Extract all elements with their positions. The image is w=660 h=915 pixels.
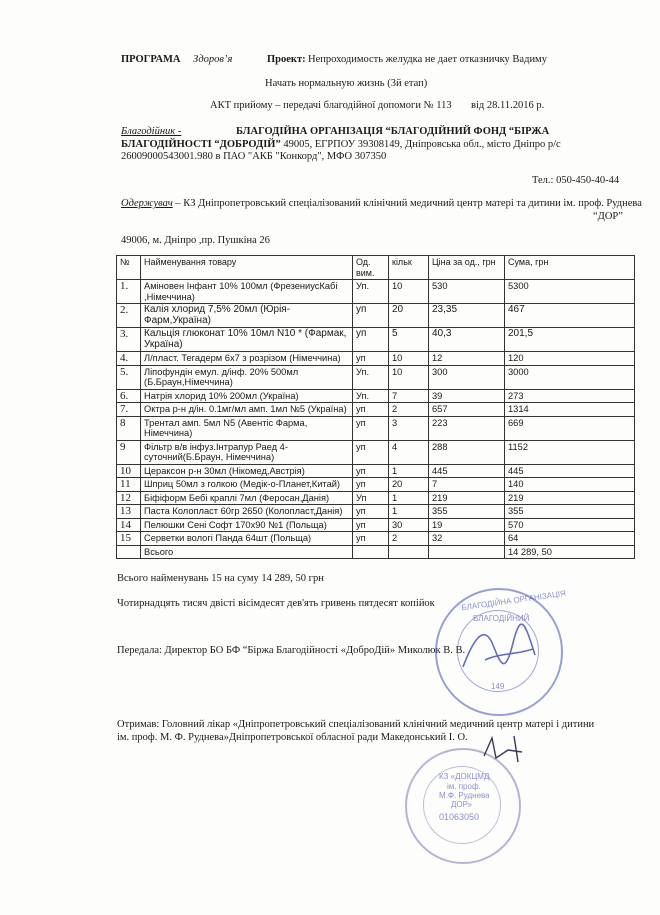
received-line-1: Отримав: Головний лікар «Дніпропетровський спеціалізований клінічний медичний центр матері і дитини [117, 719, 595, 730]
row-unit: уп [353, 532, 389, 546]
donor-stamp-outer-text: БЛАГОДІЙНА ОРГАНІЗАЦІЯ [460, 588, 567, 613]
row-price: 219 [429, 491, 505, 505]
summary-words: Чотирнадцять тисяч двісті вісімдесят дев'ять гривень пятдесят копійок [117, 598, 435, 609]
row-qty: 1 [389, 491, 429, 505]
donor-stamp-code: 149 [491, 682, 505, 691]
table-row [117, 478, 635, 492]
recipient-label: Одержувач [121, 198, 173, 209]
act-title: АКТ прийому – передачі благодійної допомоги № 113 [210, 100, 452, 111]
row-number: 13 [117, 505, 141, 519]
row-qty: 2 [389, 403, 429, 417]
row-price: 32 [429, 532, 505, 546]
row-unit: Уп. [353, 280, 389, 304]
row-unit: уп [353, 478, 389, 492]
program-value: Здоров’я [193, 54, 233, 65]
row-name: Аміновен Інфант 10% 100мл (ФрезениусКабі ,Німеччина) [141, 280, 353, 304]
row-unit: уп [353, 416, 389, 440]
recipient-address: 49006, м. Дніпро ,пр. Пушкіна 26 [121, 235, 270, 246]
row-sum: 669 [505, 416, 635, 440]
row-number: 5. [117, 365, 141, 389]
total-empty-3 [389, 545, 429, 559]
row-number: 2. [117, 304, 141, 328]
header-price: Ціна за од., грн [429, 256, 505, 280]
row-unit: уп [353, 352, 389, 366]
total-empty-4 [429, 545, 505, 559]
row-number: 8 [117, 416, 141, 440]
header-name: Найменування товару [141, 256, 353, 280]
donor-name-line-1: БЛАГОДІЙНА ОРГАНІЗАЦІЯ “БЛАГОДІЙНИЙ ФОНД “БІРЖА [236, 126, 550, 137]
row-name: Л/пласт. Тегадерм 6х7 з розрізом (Німеччина) [141, 352, 353, 366]
row-sum: 467 [505, 304, 635, 328]
row-sum: 120 [505, 352, 635, 366]
row-qty: 30 [389, 518, 429, 532]
row-qty: 4 [389, 440, 429, 464]
donor-address [121, 139, 561, 150]
row-unit: уп [353, 464, 389, 478]
row-name: Шприц 50мл з голкою (Медік-о-Планет,Китай) [141, 478, 353, 492]
recipient-stamp-line-3: М.Ф. Руднева [439, 791, 490, 800]
items-table [116, 255, 635, 559]
row-qty: 3 [389, 416, 429, 440]
row-name: Паста Колопласт 60гр 2650 (Колопласт,Данія) [141, 505, 353, 519]
row-sum: 64 [505, 532, 635, 546]
row-qty: 7 [389, 389, 429, 403]
row-sum: 140 [505, 478, 635, 492]
program-label: ПРОГРАМА [121, 54, 181, 65]
row-name: Трентал амп. 5мл N5 (Авентіс Фарма, Німеччина) [141, 416, 353, 440]
row-price: 19 [429, 518, 505, 532]
total-row [117, 545, 635, 559]
recipient-text: – КЗ Дніпропетровський спеціалізований клінічний медичний центр матері та дитини ім. проф. Руднева [172, 198, 642, 209]
row-sum: 273 [505, 389, 635, 403]
donor-signature [455, 615, 545, 685]
row-price: 288 [429, 440, 505, 464]
table-row [117, 440, 635, 464]
row-number: 3. [117, 328, 141, 352]
row-price: 445 [429, 464, 505, 478]
row-number: 7. [117, 403, 141, 417]
row-unit: уп [353, 505, 389, 519]
row-name: Церaксон р-н 30мл (Нікомед,Австрія) [141, 464, 353, 478]
row-sum: 355 [505, 505, 635, 519]
row-unit: Уп [353, 491, 389, 505]
row-price: 12 [429, 352, 505, 366]
header-sum: Сума, грн [505, 256, 635, 280]
table-row [117, 389, 635, 403]
project-line-1: Непроходимость желудка не дает отказничку Вадиму [308, 54, 547, 65]
row-price: 23,35 [429, 304, 505, 328]
row-number: 12 [117, 491, 141, 505]
table-row [117, 491, 635, 505]
table-row [117, 532, 635, 546]
row-qty: 20 [389, 304, 429, 328]
donor-label: Благодійник - [121, 126, 182, 137]
row-qty: 1 [389, 505, 429, 519]
donor-account: 26009000543001.980 в ПАО "АКБ "Конкорд", МФО 307350 [121, 151, 387, 162]
project-label: Проект: [267, 54, 306, 65]
table-row [117, 518, 635, 532]
row-unit: Уп. [353, 389, 389, 403]
row-qty: 1 [389, 464, 429, 478]
recipient-stamp-code: 01063050 [439, 812, 480, 822]
table-row [117, 416, 635, 440]
row-number: 15 [117, 532, 141, 546]
recipient-stamp-line-2: ім. проф. [447, 782, 481, 791]
row-price: 40,3 [429, 328, 505, 352]
row-qty: 10 [389, 352, 429, 366]
row-price: 355 [429, 505, 505, 519]
donor-phone: Тел.: 050-450-40-44 [532, 175, 620, 186]
row-qty: 10 [389, 280, 429, 304]
row-unit: уп [353, 440, 389, 464]
header-unit: Од. вим. [353, 256, 389, 280]
row-qty: 5 [389, 328, 429, 352]
row-name: Натрія хлорид 10% 200мл (Україна) [141, 389, 353, 403]
row-number: 10 [117, 464, 141, 478]
row-price: 7 [429, 478, 505, 492]
recipient-line-2: “ДОР” [593, 211, 623, 222]
row-unit: Уп. [353, 365, 389, 389]
row-sum: 201,5 [505, 328, 635, 352]
row-number: 9 [117, 440, 141, 464]
row-number: 14 [117, 518, 141, 532]
recipient-stamp-line-1: КЗ «ДОКЦМД [439, 772, 490, 781]
total-empty-2 [353, 545, 389, 559]
row-number: 6. [117, 389, 141, 403]
row-sum: 570 [505, 518, 635, 532]
row-price: 39 [429, 389, 505, 403]
row-sum: 1152 [505, 440, 635, 464]
row-sum: 445 [505, 464, 635, 478]
row-name: Серветки вологі Панда 64шт (Польща) [141, 532, 353, 546]
row-sum: 1314 [505, 403, 635, 417]
row-name: Калія хлорид 7,5% 20мл (Юрія-Фарм,Україна) [141, 304, 353, 328]
row-name: Октра р-н д/ін. 0.1мг/мл амп. 1мл №5 (Україна) [141, 403, 353, 417]
row-name: Фільтр в/в інфуз.Інтрапур Раед 4-суточний(Б.Браун, Німеччина) [141, 440, 353, 464]
header-number: № [117, 256, 141, 280]
table-row [117, 352, 635, 366]
row-sum: 5300 [505, 280, 635, 304]
row-price: 657 [429, 403, 505, 417]
recipient-line-1 [121, 198, 642, 209]
act-date: від 28.11.2016 р. [471, 100, 545, 111]
row-price: 300 [429, 365, 505, 389]
row-price: 530 [429, 280, 505, 304]
row-unit: уп [353, 328, 389, 352]
row-sum: 219 [505, 491, 635, 505]
table-row [117, 328, 635, 352]
row-unit: уп [353, 304, 389, 328]
row-number: 4. [117, 352, 141, 366]
row-unit: уп [353, 403, 389, 417]
table-row [117, 365, 635, 389]
row-unit: уп [353, 518, 389, 532]
table-row [117, 280, 635, 304]
total-label: Всього [141, 545, 353, 559]
row-name: Пелюшки Сені Софт 170х90 №1 (Польща) [141, 518, 353, 532]
total-value: 14 289, 50 [505, 545, 635, 559]
row-name: Біфіформ Бебі краплі 7мл (Феросан,Данія) [141, 491, 353, 505]
table-header-row [117, 256, 635, 280]
row-qty: 20 [389, 478, 429, 492]
received-line-2: ім. проф. М. Ф. Руднева»Дніпропетровської обласної ради Македонський І. О. [117, 732, 468, 743]
row-price: 223 [429, 416, 505, 440]
table-row [117, 505, 635, 519]
row-name: Кальція глюконат 10% 10мл N10 * (Фармак, Україна) [141, 328, 353, 352]
total-empty-1 [117, 545, 141, 559]
recipient-signature [478, 728, 538, 768]
donor-address-tail: 49005, ЕГРПОУ 39308149, Дніпровська обл., місто Дніпро р/с [280, 139, 561, 150]
row-name: Ліпофундін емул. д/інф. 20% 500мл (Б.Браун,Німеччина) [141, 365, 353, 389]
table-row [117, 304, 635, 328]
table-row [117, 403, 635, 417]
header-qty: кільк [389, 256, 429, 280]
summary-count: Всього найменувань 15 на суму 14 289, 50 грн [117, 573, 324, 584]
row-number: 11 [117, 478, 141, 492]
donor-stamp-inner-text: БЛАГОДІЙНИЙ [473, 614, 530, 623]
row-sum: 3000 [505, 365, 635, 389]
donor-name-line-2: БЛАГОДІЙНОСТІ “ДОБРОДІЙ” [121, 139, 281, 150]
project-line-2: Начать нормальную жизнь (3й етап) [265, 78, 428, 89]
recipient-stamp-line-4: ДОР» [451, 800, 472, 809]
row-number: 1. [117, 280, 141, 304]
row-qty: 2 [389, 532, 429, 546]
transferred-by: Передала: Директор БО БФ “Біржа Благодійності «ДоброДій» Миколюк В. В. [117, 645, 466, 656]
table-row [117, 464, 635, 478]
row-qty: 10 [389, 365, 429, 389]
